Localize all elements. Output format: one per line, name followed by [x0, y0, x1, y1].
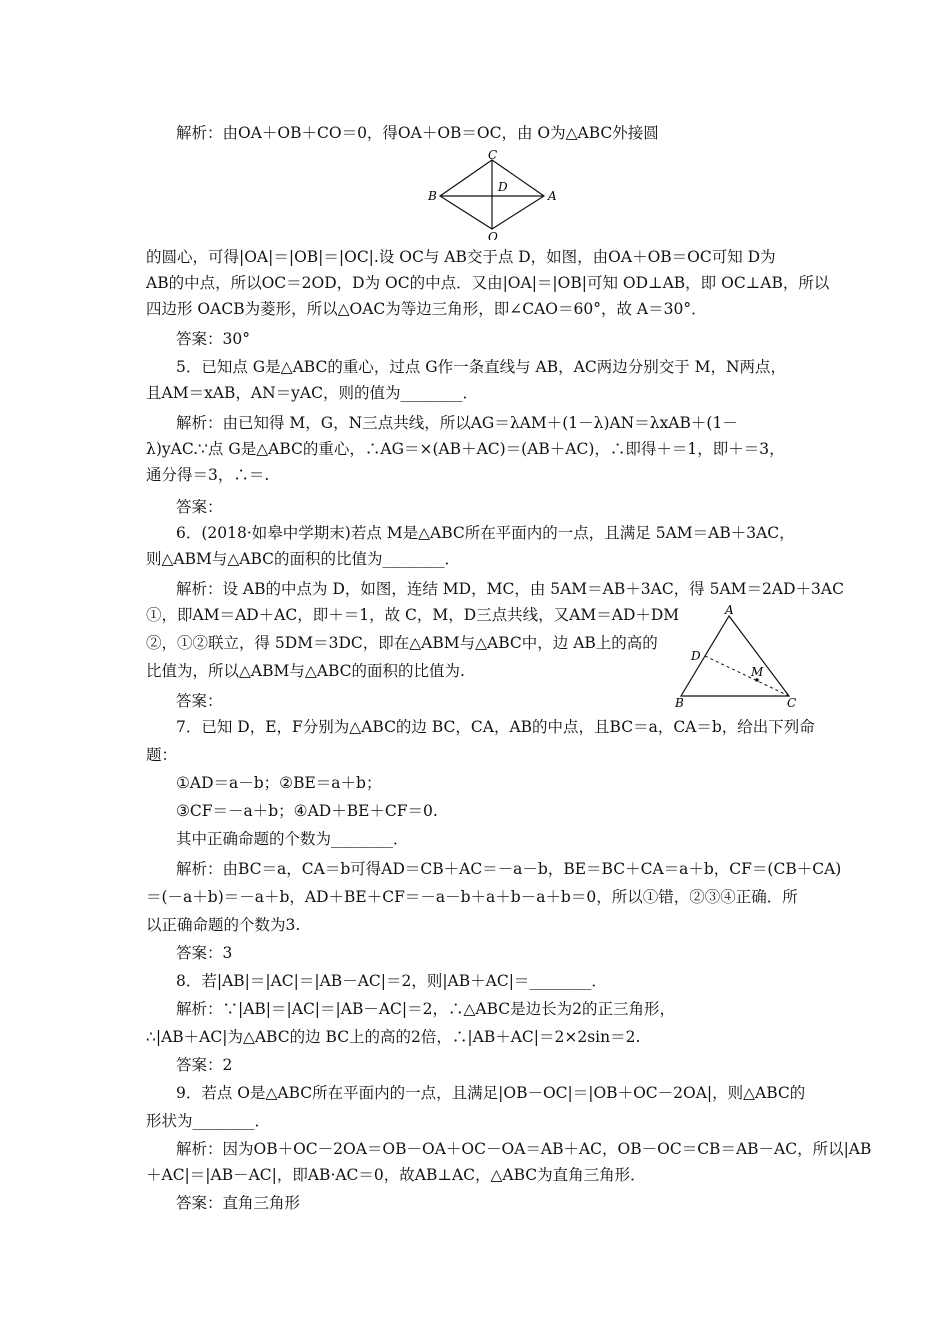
triangle-figure [665, 604, 805, 712]
text-line: 形状为________． [146, 1112, 271, 1130]
label-c: C [787, 696, 797, 708]
label-a: A [548, 189, 557, 203]
text-line: 9．若点 O是△ABC所在平面内的一点，且满足|OB－OC|＝|OB＋OC－2OA|，则△ABC的 [176, 1084, 806, 1102]
label-m: M [751, 665, 764, 679]
text-line: 解析：由已知得 M，G，N三点共线，所以AG＝λAM＋(1－λ)AN＝λxAB＋(1－ [176, 414, 738, 432]
label-b: B [675, 696, 684, 708]
label-a: A [725, 604, 734, 617]
text-line: ＝(－a＋b)＝－a＋b，AD＋BE＋CF＝－a－b＋a＋b－a＋b＝0，所以①错，②③④正确．所 [146, 888, 798, 906]
text-line: 答案：直角三角形 [176, 1194, 301, 1212]
label-d: D [498, 180, 508, 194]
text-line: λ)yAC.∵点 G是△ABC的重心，∴AG＝×(AB＋AC)＝(AB＋AC)，∴即得＋＝1，即＋＝3， [146, 440, 785, 458]
text-line: 8．若|AB|＝|AC|＝|AB－AC|＝2，则|AB＋AC|＝________． [176, 972, 607, 990]
text-line: 通分得＝3，∴＝. [146, 466, 270, 484]
text-line: 答案：3 [176, 944, 233, 962]
text-line: 6．(2018·如皋中学期末)若点 M是△ABC所在平面内的一点，且满足 5AM＝AB＋3AC， [176, 524, 795, 542]
text-line: 解析：由OA＋OB＋CO＝0，得OA＋OB＝OC，由 O为△ABC外接圆 [176, 124, 659, 142]
text-line: 答案：2 [176, 1056, 233, 1074]
text-line: 四边形 OACB为菱形，所以△OAC为等边三角形，即∠CAO＝60°，故 A＝30°． [146, 300, 707, 318]
text-line: ①AD＝a－b；②BE＝a＋b； [176, 774, 382, 792]
rhombus-figure [420, 148, 560, 244]
text-line: 解析：∵|AB|＝|AC|＝|AB－AC|＝2，∴△ABC是边长为2的正三角形， [176, 1000, 675, 1018]
text-line: 其中正确命题的个数为________． [176, 830, 409, 848]
text-line: 以正确命题的个数为3. [146, 916, 301, 934]
text-line: 答案： [176, 498, 223, 516]
label-b: B [428, 189, 437, 203]
label-o: O [488, 230, 498, 240]
text-line: 解析：设 AB的中点为 D，如图，连结 MD，MC，由 5AM＝AB＋3AC，得 5AM＝2AD＋3AC [176, 580, 844, 598]
text-line: 答案：30° [176, 330, 250, 348]
text-line: 7．已知 D，E，F分别为△ABC的边 BC，CA，AB的中点，且BC＝a，CA＝b，给出下列命 [176, 718, 815, 736]
text-line: ∴|AB＋AC|为△ABC的边 BC上的高的2倍，∴|AB＋AC|＝2×2sin＝2. [146, 1028, 641, 1046]
text-line: ＋AC|＝|AB－AC|，即AB·AC＝0，故AB⊥AC，△ABC为直角三角形． [146, 1166, 646, 1184]
text-line: 的圆心，可得|OA|＝|OB|＝|OC|.设 OC与 AB交于点 D，如图，由OA＋OB＝OC可知 D为 [146, 248, 776, 266]
text-line: ②，①②联立，得 5DM＝3DC，即在△ABM与△ABC中，边 AB上的高的 [146, 634, 658, 652]
text-line: ①，即AM＝AD＋AC，即＋＝1，故 C，M，D三点共线，又AM＝AD＋DM [146, 606, 680, 624]
text-line: 解析：因为OB＋OC－2OA＝OB－OA＋OC－OA＝AB＋AC，OB－OC＝CB＝AB－AC，所以|AB [176, 1140, 872, 1158]
text-line: 比值为，所以△ABM与△ABC的面积的比值为. [146, 662, 465, 680]
text-line: AB的中点，所以OC＝2OD，D为 OC的中点．又由|OA|＝|OB|可知 OD⊥AB，即 OC⊥AB，所以 [146, 274, 830, 292]
text-line: ③CF＝－a＋b；④AD＋BE＋CF＝0. [176, 802, 438, 820]
text-line: 且AM＝xAB，AN＝yAC，则的值为________． [146, 384, 478, 402]
text-line: 5．已知点 G是△ABC的重心，过点 G作一条直线与 AB，AC两边分别交于 M，N两点， [176, 358, 787, 376]
text-line: 答案： [176, 692, 223, 710]
text-line: 则△ABM与△ABC的面积的比值为________． [146, 550, 461, 568]
label-d: D [691, 649, 701, 663]
segment-dc [705, 656, 789, 696]
text-line: 题： [146, 746, 178, 764]
text-line: 解析：由BC＝a，CA＝b可得AD＝CB＋AC＝－a－b，BE＝BC＋CA＝a＋b，CF＝(CB＋CA) [176, 860, 842, 878]
label-c: C [488, 148, 498, 162]
